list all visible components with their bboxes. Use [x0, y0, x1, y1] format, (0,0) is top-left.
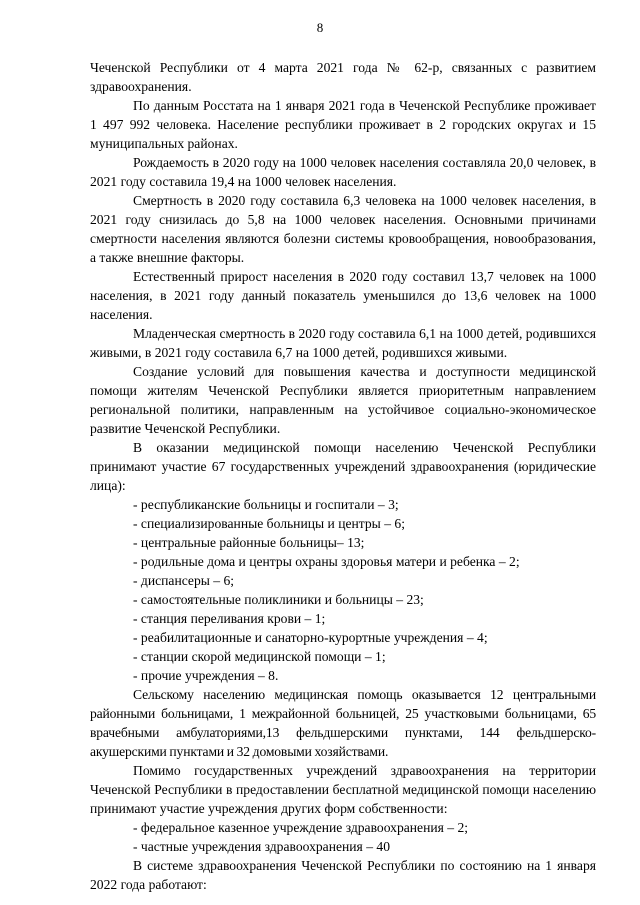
paragraph-staff-intro: В системе здравоохранения Чеченской Республики по состоянию на 1 января 2022 года работают:: [90, 858, 596, 892]
list-item: - прочие учреждения – 8.: [133, 668, 279, 683]
document-body: [90, 58, 596, 894]
list-item: - станция переливания крови – 1;: [133, 611, 326, 626]
paragraph-natural-growth: Естественный прирост населения в 2020 году составил 13,7 человек на 1000 населения, в 2021 году данный показатель уменьшился до 13,6 человек на 1000 населения.: [90, 269, 596, 322]
page-number: 8: [316, 20, 324, 35]
paragraph-mortality: Смертность в 2020 году составила 6,3 человека на 1000 человек населения, в 2021 году снизилась до 5,8 на 1000 человек населения. Основными причинами смертности населения являются болезни системы кровообращения, новообразования, а также внешние факторы.: [90, 193, 596, 265]
list-item: - республиканские больницы и госпитали – 3;: [133, 497, 399, 512]
paragraph-institutions-intro: В оказании медицинской помощи населению Чеченской Республики принимают участие 67 государственных учреждений здравоохранения (юридические лица):: [90, 440, 596, 493]
state-institutions-list: [90, 495, 596, 685]
list-item: - специализированные больницы и центры – 6;: [133, 516, 405, 531]
list-item: - родильные дома и центры охраны здоровья матери и ребенка – 2;: [133, 554, 520, 569]
paragraph-rural-care: Сельскому населению медицинская помощь оказывается 12 центральными районными больницами, 1 межрайонной больницей, 25 участковыми больницами, 65 врачебными амбулаториями,13 фельдшерскими пунктами, 144 фельдшерско-акушерскими пунктами и 32 домовыми хозяйствами.: [90, 687, 596, 759]
list-item: - центральные районные больницы– 13;: [133, 535, 365, 550]
paragraph-infant-mortality: Младенческая смертность в 2020 году составила 6,1 на 1000 детей, родившихся живыми, в 2021 году составила 6,7 на 1000 детей, родившихся живыми.: [90, 326, 596, 360]
paragraph-population: По данным Росстата на 1 января 2021 года в Чеченской Республике проживает 1 497 992 человека. Население республики проживает в 2 городских округах и 15 муниципальных районах.: [90, 98, 596, 151]
other-ownership-list: [90, 818, 596, 856]
paragraph-continuation: Чеченской Республики от 4 марта 2021 года № 62-р, связанных с развитием здравоохранения.: [90, 60, 596, 94]
paragraph-other-ownership: Помимо государственных учреждений здравоохранения на территории Чеченской Республики в предоставлении бесплатной медицинской помощи населению принимают участие учреждения других форм собственности:: [90, 763, 596, 816]
list-item: - самостоятельные поликлиники и больницы – 23;: [133, 592, 424, 607]
list-item: - федеральное казенное учреждение здравоохранения – 2;: [133, 820, 469, 835]
list-item: - реабилитационные и санаторно-курортные учреждения – 4;: [133, 630, 488, 645]
paragraph-priority: Создание условий для повышения качества и доступности медицинской помощи жителям Чеченской Республики является приоритетным направлением региональной политики, направленным на устойчивое социально-экономическое развитие Чеченской Республики.: [90, 364, 596, 436]
paragraph-birth-rate: Рождаемость в 2020 году на 1000 человек населения составляла 20,0 человек, в 2021 году составила 19,4 на 1000 человек населения.: [90, 155, 596, 189]
list-item: - диспансеры – 6;: [133, 573, 235, 588]
list-item: - частные учреждения здравоохранения – 40: [133, 839, 390, 854]
list-item: - станции скорой медицинской помощи – 1;: [133, 649, 386, 664]
